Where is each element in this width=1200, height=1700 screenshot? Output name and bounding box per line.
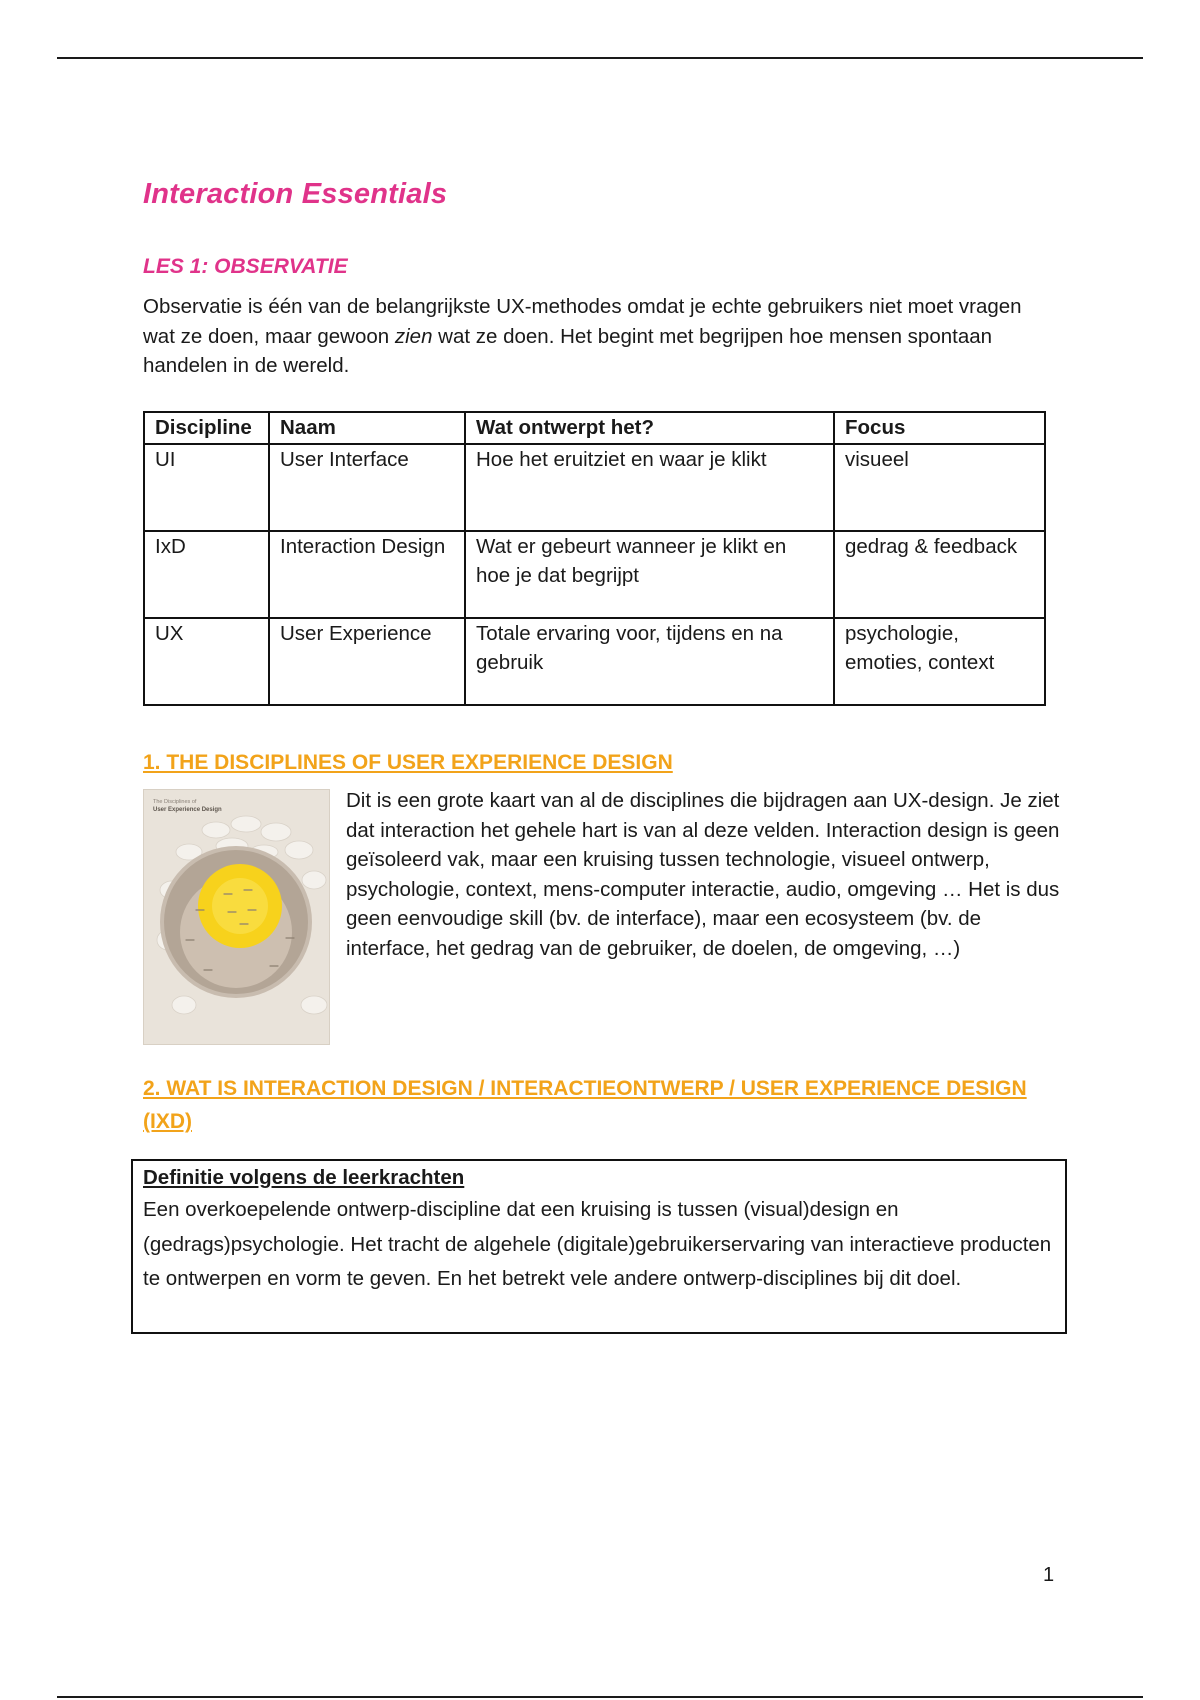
definition-text: Een overkoepelende ontwerp-discipline dat een kruising is tussen (visual)design en (gedrags)psychologie. Het tracht de algehele (digitale)gebruikerservaring van interactieve producten te ontwerpen en vorm te geven. En het betrekt vele andere ontwerp-disciplines bij dit doel.: [143, 1198, 1052, 1290]
table-cell: User Experience: [269, 618, 465, 705]
intro-text-end: wat ze doen. Het begint met begrijpen hoe mensen spontaan handelen in de wereld.: [143, 324, 993, 377]
header-cell: Naam: [269, 412, 465, 444]
disciplines-table: [143, 411, 1046, 706]
disciplines-paragraph: Dit is een grote kaart van al de disciplines die bijdragen aan UX-design. Je ziet dat interaction het gehele hart is van al deze velden. Interaction design is geen geïsoleerd vak, maar een kruising tussen technologie, visueel ontwerp, psychologie, context, mens-computer interactie, audio, omgeving … Het is dus geen eenvoudige skill (bv. de interface), maar een ecosysteem (bv. de interface, het gedrag van de gebruiker, de doelen, de omgeving, …): [346, 789, 1060, 960]
table-row: [144, 618, 1045, 705]
page-number: 1: [1043, 1564, 1055, 1586]
intro-text-start: Observatie is één van de belangrijkste UX-methodes omdat je echte gebruikers niet moet vragen wat ze doen, maar gewoon: [143, 295, 1022, 348]
definition-title: Definitie volgens de leerkrachten: [143, 1166, 465, 1189]
table-cell: IxD: [144, 531, 269, 618]
section-heading-interaction-design: 2. WAT IS INTERACTION DESIGN / INTERACTIEONTWERP / USER EXPERIENCE DESIGN (IXD): [143, 1077, 1027, 1133]
table-cell: gedrag & feedback: [834, 531, 1045, 618]
table-cell: UI: [144, 444, 269, 531]
header-cell: Wat ontwerpt het?: [465, 412, 834, 444]
table-row: [144, 444, 1045, 531]
poster-caption-line2: User Experience Design: [153, 807, 222, 813]
ux-disciplines-poster-image: [143, 789, 330, 1045]
header-cell: Focus: [834, 412, 1045, 444]
table-cell: Interaction Design: [269, 531, 465, 618]
top-rule: [57, 57, 1143, 59]
table-cell: psychologie, emoties, context: [834, 618, 1045, 705]
header-cell: Discipline: [144, 412, 269, 444]
lesson-heading: LES 1: OBSERVATIE: [143, 255, 348, 278]
document-title: Interaction Essentials: [143, 178, 448, 210]
poster-caption-line1: The Disciplines of: [153, 799, 197, 805]
table-cell: Hoe het eruitziet en waar je klikt: [465, 444, 834, 531]
intro-paragraph: [143, 292, 1043, 381]
section-heading-disciplines: 1. THE DISCIPLINES OF USER EXPERIENCE DESIGN: [143, 751, 673, 774]
bottom-rule: [57, 1696, 1143, 1698]
table-cell: UX: [144, 618, 269, 705]
table-cell: visueel: [834, 444, 1045, 531]
table-header-row: [144, 412, 1045, 444]
table-cell: User Interface: [269, 444, 465, 531]
table-cell: Totale ervaring voor, tijdens en na gebruik: [465, 618, 834, 705]
table-cell: Wat er gebeurt wanneer je klikt en hoe je dat begrijpt: [465, 531, 834, 618]
definition-box: [131, 1159, 1067, 1334]
intro-emphasis: zien: [394, 324, 433, 348]
table-row: [144, 531, 1045, 618]
